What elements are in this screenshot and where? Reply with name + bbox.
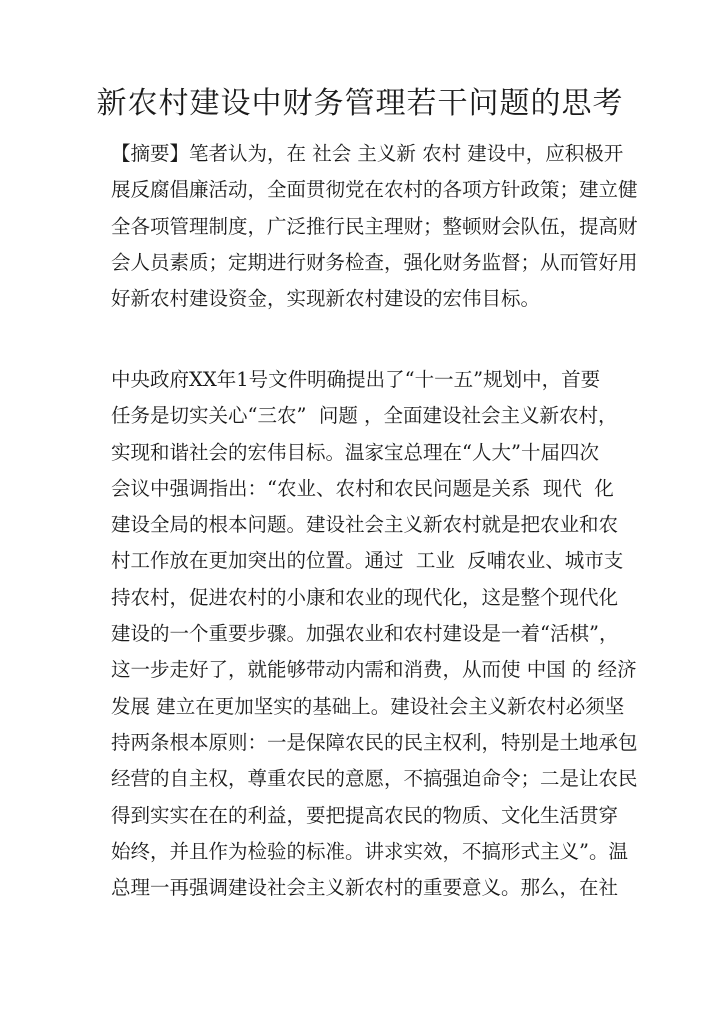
- abstract-block: [111, 136, 638, 317]
- paragraph-line: 中央政府XX年1号文件明确提出了“十一五”规划中，首要: [111, 368, 601, 391]
- paragraph-line: 实现和谐社会的宏伟目标。温家宝总理在“人大”十届四次: [111, 440, 599, 464]
- paragraph-line: 持农村，促进农村的小康和农业的现代化，这是整个现代化: [111, 585, 619, 609]
- document-title: 新农村建设中财务管理若干问题的思考: [96, 86, 624, 121]
- paragraph-line: 持两条根本原则：一是保障农民的民主权利，特别是土地承包: [111, 730, 638, 754]
- abstract-line: 会人员素质；定期进行财务检查，强化财务监督；从而管好用: [111, 250, 638, 274]
- abstract-line: 展反腐倡廉活动，全面贯彻党在农村的各项方针政策；建立健: [111, 178, 638, 202]
- paragraph-line: 任务是切实关心“三农” 问题 ，全面建设社会主义新农村，: [111, 404, 618, 428]
- paragraph-line: 建设的一个重要步骤。加强农业和农村建设是一着“活棋”，: [111, 622, 619, 646]
- abstract-line: 【摘要】笔者认为，在 社会 主义新 农村 建设中，应积极开: [111, 142, 624, 165]
- body-paragraph: [111, 362, 638, 906]
- paragraph-line: 建设全局的根本问题。建设社会主义新农村就是把农业和农: [111, 513, 619, 537]
- paragraph-line: 始终，并且作为检验的标准。讲求实效，不搞形式主义”。温: [111, 839, 628, 863]
- paragraph-line: 得到实实在在的利益，要把提高农民的物质、文化生活贯穿: [111, 803, 619, 827]
- paragraph-line: 会议中强调指出：“农业、农村和农民问题是关系 现代 化: [111, 476, 614, 500]
- paragraph-line: 总理一再强调建设社会主义新农村的重要意义。那么，在社: [111, 876, 619, 900]
- abstract-line: 全各项管理制度，广泛推行民主理财；整顿财会队伍，提高财: [111, 214, 638, 238]
- paragraph-line: 经营的自主权，尊重农民的意愿，不搞强迫命令；二是让农民: [111, 767, 638, 791]
- abstract-line: 好新农村建设资金，实现新农村建设的宏伟目标。: [111, 287, 541, 311]
- paragraph-line: 发展 建立在更加坚实的基础上。建设社会主义新农村必须坚: [111, 694, 625, 718]
- paragraph-line: 村工作放在更加突出的位置。通过 工业 反哺农业、城市支: [111, 549, 624, 573]
- paragraph-line: 这一步走好了，就能够带动内需和消费，从而使 中国 的 经济: [111, 658, 637, 682]
